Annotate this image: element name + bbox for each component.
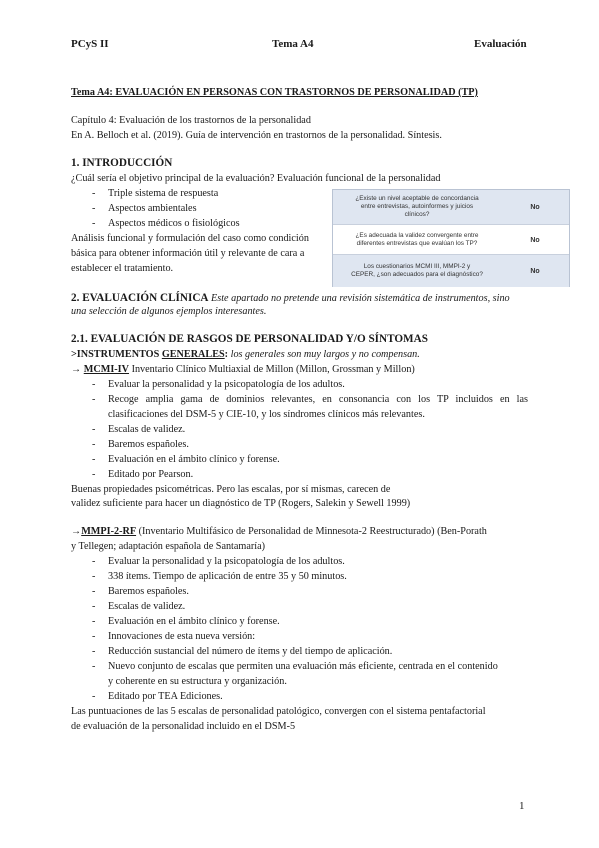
- intro-paragraph-line: básica para obtener información útil y relevante de cara a: [71, 248, 305, 259]
- mcmi-item: Evaluación en el ámbito clínico y forense.: [108, 454, 280, 465]
- mcmi-item: Evaluar la personalidad y la psicopatología de los adultos.: [108, 379, 345, 390]
- mmpi-name: MMPI-2-RF: [81, 526, 137, 537]
- mmpi-item: Escalas de validez.: [108, 601, 186, 612]
- table-question: ¿Existe un nivel aceptable de concordancia entre entrevistas, autoinformes y juicios clínicos?: [355, 195, 479, 218]
- intro-item: Aspectos ambientales: [108, 203, 197, 214]
- mmpi-item: Reducción sustancial del número de ítems y del tiempo de aplicación.: [108, 646, 393, 657]
- final-para-line: de evaluación de la personalidad incluido en el DSM-5: [71, 721, 296, 732]
- instrumentos-line: [71, 348, 420, 363]
- list-dash: -: [92, 424, 96, 435]
- mmpi-item: Evaluación en el ámbito clínico y forense.: [108, 616, 280, 627]
- intro-question: ¿Cuál sería el objetivo principal de la evaluación? Evaluación funcional de la personalidad: [71, 173, 441, 184]
- table-answer: No: [530, 203, 540, 211]
- list-dash: -: [92, 469, 96, 480]
- mcmi-para-line: validez suficiente para hacer un diagnóstico de TP (Rogers, Salekin y Sewell 1999): [71, 498, 411, 509]
- intro-bullet-dash: -: [92, 203, 96, 214]
- table-question: Los cuestionarios MCMI III, MMPI-2 y CEPER, ¿son adecuados para el diagnóstico?: [351, 263, 483, 278]
- list-dash: -: [92, 586, 96, 597]
- header-right: Evaluación: [474, 38, 527, 50]
- mmpi-line: [71, 525, 487, 540]
- mmpi-item: Editado por TEA Ediciones.: [108, 691, 223, 702]
- list-dash: -: [92, 439, 96, 450]
- list-dash: -: [92, 646, 96, 657]
- table-row: [333, 254, 569, 287]
- mcmi-line: [71, 363, 415, 378]
- mcmi-item: Escalas de validez.: [108, 424, 186, 435]
- header-center: Tema A4: [272, 38, 314, 50]
- list-dash: -: [92, 601, 96, 612]
- list-dash: -: [92, 379, 96, 390]
- table-question: ¿Es adecuada la validez convergente entre diferentes entrevistas que evalúan los TP?: [355, 232, 479, 247]
- mmpi-item: Nuevo conjunto de escalas que permiten una evaluación más eficiente, centrada en el contenido: [108, 661, 498, 672]
- intro-paragraph-line: Análisis funcional y formulación del caso como condición: [71, 233, 309, 244]
- instrumentos-generales: GENERALES: [161, 349, 225, 360]
- final-para-line: Las puntuaciones de las 5 escalas de personalidad patológico, convergen con el sistema pentafactorial: [71, 706, 486, 717]
- table-answer: No: [530, 267, 540, 275]
- table-row: [333, 190, 569, 224]
- table-row: [333, 224, 569, 255]
- intro-item: Triple sistema de respuesta: [108, 188, 219, 199]
- mcmi-item: Recoge amplia gama de dominios relevantes, en consonancia con los TP incluidos en las clasificaciones del DSM-5 y CIE-10, y los síndromes clínicos más relevantes.: [108, 394, 528, 420]
- list-dash: -: [92, 691, 96, 702]
- list-dash: -: [92, 454, 96, 465]
- mmpi-item: Innovaciones de esta nueva versión:: [108, 631, 256, 642]
- instrumentos-colon: :: [224, 349, 231, 360]
- clinica-note-2: una selección de algunos ejemplos interesantes.: [71, 306, 267, 317]
- mmpi-item: Evaluar la personalidad y la psicopatología de los adultos.: [108, 556, 345, 567]
- table-answer: No: [530, 236, 540, 244]
- mcmi-desc: Inventario Clínico Multiaxial de Millon (Millon, Grossman y Millon): [129, 364, 415, 375]
- page-title: Tema A4: EVALUACIÓN EN PERSONAS CON TRASTORNOS DE PERSONALIDAD (TP): [71, 87, 478, 98]
- rasgos-heading: 2.1. EVALUACIÓN DE RASGOS DE PERSONALIDAD Y/O SÍNTOMAS: [71, 333, 428, 345]
- list-dash: -: [92, 556, 96, 567]
- instrumentos-prefix: >INSTRUMENTOS: [71, 349, 162, 360]
- clinica-heading: 2. EVALUACIÓN CLÍNICA: [71, 292, 209, 304]
- source-line-2: En A. Belloch et al. (2019). Guía de intervención en trastornos de la personalidad. Síntesis.: [71, 130, 442, 141]
- instrumentos-note: los generales son muy largos y no compensan.: [230, 349, 420, 360]
- header-left: PCyS II: [71, 38, 109, 50]
- arrow-icon: →: [71, 526, 82, 537]
- mcmi-item: Baremos españoles.: [108, 439, 189, 450]
- mmpi-item: 338 ítems. Tiempo de aplicación de entre 35 y 50 minutos.: [108, 571, 347, 582]
- list-dash: -: [92, 661, 96, 672]
- mmpi-desc: (Inventario Multifásico de Personalidad de Minnesota-2 Reestructurado) (Ben-Porath: [136, 526, 487, 537]
- clinica-note: Este apartado no pretende una revisión sistemática de instrumentos, sino: [211, 293, 510, 304]
- list-dash: -: [92, 631, 96, 642]
- list-dash: -: [92, 394, 96, 405]
- concordance-table: [332, 189, 570, 287]
- intro-paragraph-line: establecer el tratamiento.: [71, 263, 174, 274]
- mmpi-item-cont: y coherente en su estructura y organización.: [108, 676, 287, 687]
- mcmi-para-line: Buenas propiedades psicométricas. Pero las escalas, por sí mismas, carecen de: [71, 484, 391, 495]
- mmpi-item: Baremos españoles.: [108, 586, 189, 597]
- intro-item: Aspectos médicos o fisiológicos: [108, 218, 240, 229]
- mcmi-name: MCMI-IV: [83, 364, 130, 375]
- intro-bullet-dash: -: [92, 188, 96, 199]
- mcmi-item: Editado por Pearson.: [108, 469, 194, 480]
- source-line-1: Capítulo 4: Evaluación de los trastornos de la personalidad: [71, 115, 311, 126]
- intro-heading: 1. INTRODUCCIÓN: [71, 157, 173, 169]
- intro-bullet-dash: -: [92, 218, 96, 229]
- mmpi-desc-2: y Tellegen; adaptación española de Santamaría): [71, 541, 265, 552]
- page-number: 1: [519, 800, 525, 812]
- arrow-icon: →: [71, 364, 84, 375]
- list-dash: -: [92, 571, 96, 582]
- list-dash: -: [92, 616, 96, 627]
